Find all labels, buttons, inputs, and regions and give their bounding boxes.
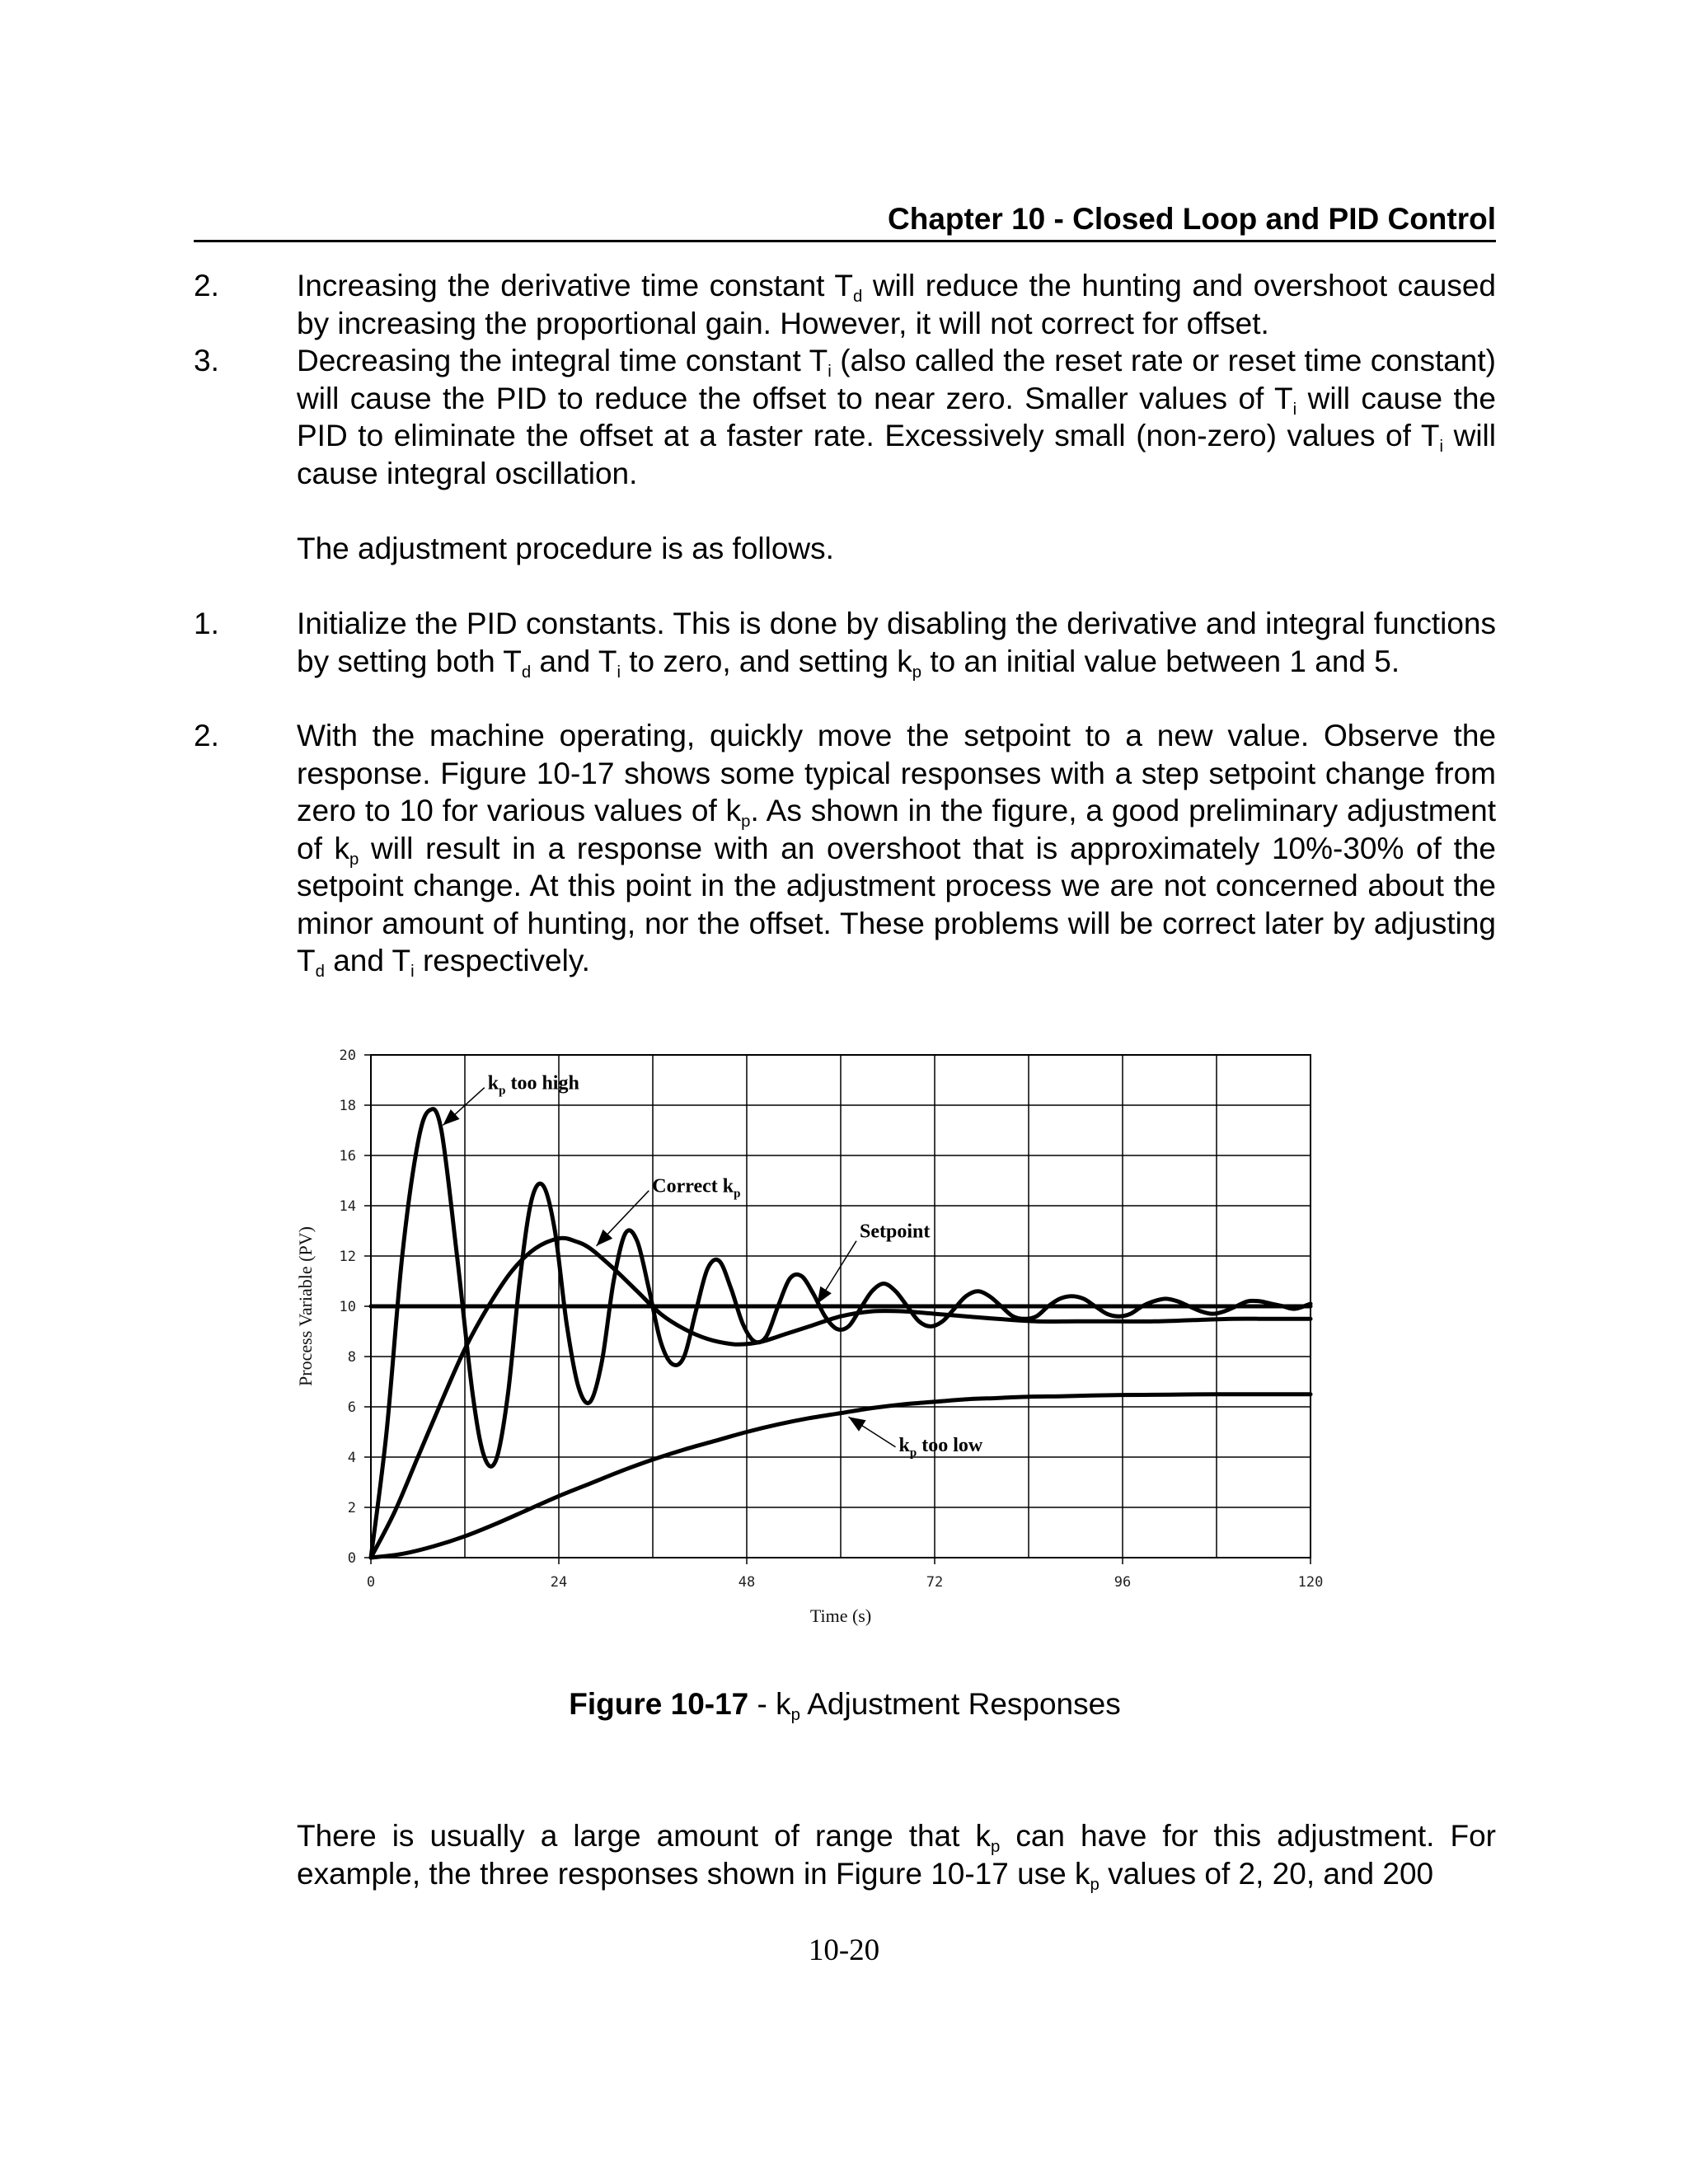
y-tick-label: 10 xyxy=(339,1299,356,1315)
list-text: Initialize the PID constants. This is done by disabling the derivative and integral functions by setting both $T_d$ and $T_i$ to zero, and setting $k_p$ to an initial value between 1 and 5. xyxy=(297,607,1496,682)
y-tick-label: 4 xyxy=(347,1450,356,1466)
closing-paragraph: There is usually a large amount of range that $k_p$ can have for this adjustment. For example, the three responses shown in Figure 10-17 use $k_p$ values of 2, 20, and 200 xyxy=(297,1819,1497,1894)
x-axis-label: Time (s) xyxy=(809,1605,872,1626)
annotation-label: $k_p$ too low xyxy=(898,1434,983,1460)
list-item xyxy=(194,342,1496,492)
caption-sub: p xyxy=(790,1706,800,1725)
list-number: 2. xyxy=(194,269,219,302)
x-tick-label: 96 xyxy=(1114,1574,1132,1591)
annotation-label: Setpoint xyxy=(860,1221,931,1243)
y-tick-label: 20 xyxy=(339,1047,356,1064)
figure-caption xyxy=(194,1686,1496,1725)
subscript: i xyxy=(1439,438,1443,457)
subscript: d xyxy=(521,663,532,682)
annotation-label: $k_p$ too high xyxy=(487,1072,579,1098)
y-axis-label: Process Variable (PV) xyxy=(297,1226,316,1386)
x-tick-label: 48 xyxy=(738,1574,756,1591)
subscript: i xyxy=(617,663,621,682)
subscript: p xyxy=(990,1838,1001,1857)
list-text: Decreasing the integral time constant $T_i$ (also called the reset rate or reset time constant) will cause the PID to reduce the offset to near zero. Smaller values of $T_i$ will cause the PID to eliminate the offset at a faster rate. Excessively small (non-zero) values of $T_i$ will cause integral oscillation. xyxy=(297,344,1496,490)
y-tick-label: 14 xyxy=(339,1198,356,1215)
list-text: Increasing the derivative time constant $T_d$ will reduce the hunting and overshoot caused by increasing the proportional gain. However, it will not correct for offset. xyxy=(297,269,1496,340)
list-number: 1. xyxy=(194,607,219,640)
subscript: p xyxy=(741,813,751,832)
list-text: With the machine operating, quickly move the setpoint to a new value. Observe the response. Figure 10-17 shows some typical responses with a step setpoint change from zero to 10 for various values of $k_p$. As shown in the figure, a good preliminary adjustment of $k_p$ will result in a response with an overshoot that is approximately 10%-30% of the setpoint change. At this point in the adjustment process we are not concerned about the minor amount of hunting, nor the offset. These problems will be correct later by adjusting $T_d$ and $T_i$ respectively. xyxy=(297,719,1496,982)
page-number: 10-20 xyxy=(808,1933,880,1967)
subscript: p xyxy=(1090,1875,1100,1894)
y-tick-label: 12 xyxy=(339,1249,356,1265)
y-tick-label: 18 xyxy=(339,1098,356,1114)
subscript: i xyxy=(410,963,415,982)
x-tick-label: 120 xyxy=(1297,1574,1324,1591)
figure-chart xyxy=(297,1043,1335,1644)
subscript: d xyxy=(852,288,863,307)
chart-svg xyxy=(297,1043,1335,1644)
x-tick-label: 0 xyxy=(366,1574,376,1591)
y-tick-label: 0 xyxy=(347,1550,356,1567)
y-tick-label: 8 xyxy=(347,1349,356,1366)
annotation-label: Correct $k_p$ xyxy=(652,1175,741,1201)
subscript: i xyxy=(828,363,832,382)
y-tick-label: 2 xyxy=(347,1500,356,1516)
list-number: 3. xyxy=(194,344,219,377)
page-header: Chapter 10 - Closed Loop and PID Control xyxy=(888,202,1496,236)
x-tick-label: 24 xyxy=(550,1574,568,1591)
intro-paragraph: The adjustment procedure is as follows. xyxy=(297,532,834,565)
caption-text: - k xyxy=(748,1687,791,1721)
caption-text-end: Adjustment Responses xyxy=(799,1687,1121,1721)
subscript: i xyxy=(1292,400,1297,419)
x-tick-label: 72 xyxy=(926,1574,944,1591)
subscript: p xyxy=(912,663,922,682)
y-tick-label: 6 xyxy=(347,1399,356,1416)
list-item xyxy=(194,717,1496,980)
list-item xyxy=(194,605,1496,680)
subscript: p xyxy=(349,850,359,869)
list-item xyxy=(194,267,1496,342)
list-number: 2. xyxy=(194,719,219,752)
caption-label: Figure 10-17 xyxy=(569,1687,749,1721)
header-rule xyxy=(194,240,1496,242)
y-tick-label: 16 xyxy=(339,1148,356,1165)
subscript: d xyxy=(315,963,325,982)
